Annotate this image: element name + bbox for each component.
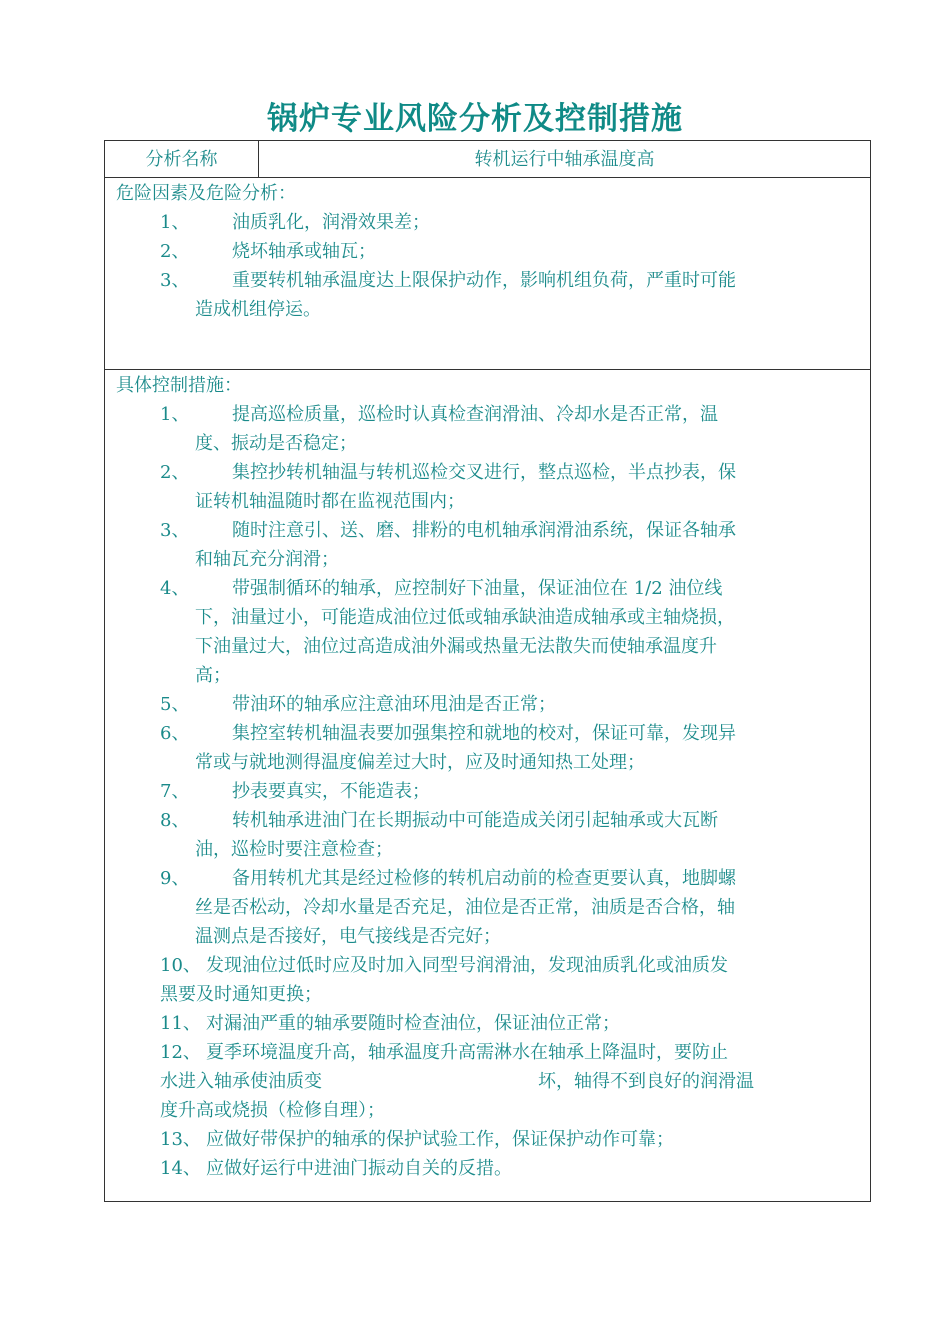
item-text-line: 黑要及时通知更换； (160, 984, 322, 1005)
item-text-line: 提高巡检质量，巡检时认真检查润滑油、冷却水是否正常，温 (232, 404, 718, 425)
item-text-line: 带强制循环的轴承，应控制好下油量，保证油位在 1/2 油位线 (232, 578, 723, 599)
item-text-line: 转机轴承进油门在长期振动中可能造成关闭引起轴承或大瓦断 (232, 810, 718, 831)
list-item (105, 237, 870, 266)
item-number: 1、 (160, 212, 190, 233)
item-number: 3、 (160, 270, 190, 291)
item-number: 2、 (160, 241, 190, 262)
item-text-line: 丝是否松动，冷却水量是否充足，油位是否正常，油质是否合格，轴 (195, 897, 735, 918)
hazard-section-title: 危险因素及危险分析： (116, 183, 296, 204)
item-number: 4、 (160, 578, 190, 599)
item-text-line: 抄表要真实，不能造表； (232, 781, 430, 802)
item-text-line: 烧坏轴承或轴瓦； (232, 241, 376, 262)
measures-section (105, 370, 870, 1201)
item-text-line: 油质乳化，润滑效果差； (232, 212, 430, 233)
item-number: 12、 (160, 1042, 201, 1063)
analysis-name-label: 分析名称 (105, 141, 259, 177)
item-text-line: 油，巡检时要注意检查； (195, 839, 393, 860)
item-text-line: 备用转机尤其是经过检修的转机启动前的检查更要认真，地脚螺 (232, 868, 736, 889)
list-item (105, 864, 870, 951)
list-item (105, 806, 870, 864)
item-number: 1、 (160, 404, 190, 425)
item-text-line: 重要转机轴承温度达上限保护动作，影响机组负荷，严重时可能 (232, 270, 736, 291)
item-number: 14、 (160, 1158, 201, 1179)
item-number: 6、 (160, 723, 190, 744)
list-item (105, 1154, 870, 1183)
item-number: 7、 (160, 781, 190, 802)
item-text-line: 夏季环境温度升高，轴承温度升高需淋水在轴承上降温时，要防止 (206, 1042, 728, 1063)
list-item (105, 1009, 870, 1038)
item-number: 9、 (160, 868, 190, 889)
list-item (105, 574, 870, 690)
item-number: 3、 (160, 520, 190, 541)
item-text-line: 证转机轴温随时都在监视范围内； (195, 491, 465, 512)
item-text-line: 应做好带保护的轴承的保护试验工作，保证保护动作可靠； (206, 1129, 674, 1150)
list-item (105, 516, 870, 574)
item-text-line: 下油量过大，油位过高造成油外漏或热量无法散失而使轴承温度升 (195, 636, 717, 657)
item-text-line: 和轴瓦充分润滑； (195, 549, 339, 570)
item-text-line: 度升高或烧损（检修自理）； (160, 1100, 385, 1121)
measures-section-title: 具体控制措施： (116, 375, 242, 396)
item-text-line: 应做好运行中进油门振动自关的反措。 (206, 1158, 512, 1179)
header-row (105, 141, 870, 178)
item-text-line: 常或与就地测得温度偏差过大时，应及时通知热工处理； (195, 752, 645, 773)
analysis-table (104, 140, 871, 1202)
list-item (105, 458, 870, 516)
list-item (105, 208, 870, 237)
list-item (105, 777, 870, 806)
list-item (105, 400, 870, 458)
list-item (105, 1125, 870, 1154)
list-item (105, 1038, 870, 1125)
item-text-line: 水进入轴承使油质变 坏，轴得不到良好的润滑温 (160, 1071, 754, 1092)
item-number: 5、 (160, 694, 190, 715)
item-text-line: 对漏油严重的轴承要随时检查油位，保证油位正常； (206, 1013, 620, 1034)
list-item (105, 951, 870, 1009)
item-text-line: 发现油位过低时应及时加入同型号润滑油，发现油质乳化或油质发 (206, 955, 728, 976)
item-number: 8、 (160, 810, 190, 831)
item-text-line: 集控室转机轴温表要加强集控和就地的校对，保证可靠，发现异 (232, 723, 736, 744)
item-text-line: 随时注意引、送、磨、排粉的电机轴承润滑油系统，保证各轴承 (232, 520, 736, 541)
item-number: 10、 (160, 955, 201, 976)
item-text-line: 造成机组停运。 (195, 299, 321, 320)
analysis-name-value: 转机运行中轴承温度高 (474, 149, 655, 170)
item-text-line: 带油环的轴承应注意油环甩油是否正常； (232, 694, 556, 715)
item-number: 11、 (160, 1013, 201, 1034)
hazard-section (105, 178, 870, 370)
item-text-line: 下，油量过小，可能造成油位过低或轴承缺油造成轴承或主轴烧损， (195, 607, 735, 628)
item-number: 2、 (160, 462, 190, 483)
item-text-line: 高； (195, 665, 231, 686)
item-text-line: 温测点是否接好，电气接线是否完好； (195, 926, 501, 947)
item-number: 13、 (160, 1129, 201, 1150)
document-title: 锅炉专业风险分析及控制措施 (267, 101, 683, 137)
list-item (105, 690, 870, 719)
list-item (105, 266, 870, 324)
list-item (105, 719, 870, 777)
item-text-line: 度、振动是否稳定； (195, 433, 357, 454)
item-text-line: 集控抄转机轴温与转机巡检交叉进行，整点巡检，半点抄表，保 (232, 462, 736, 483)
